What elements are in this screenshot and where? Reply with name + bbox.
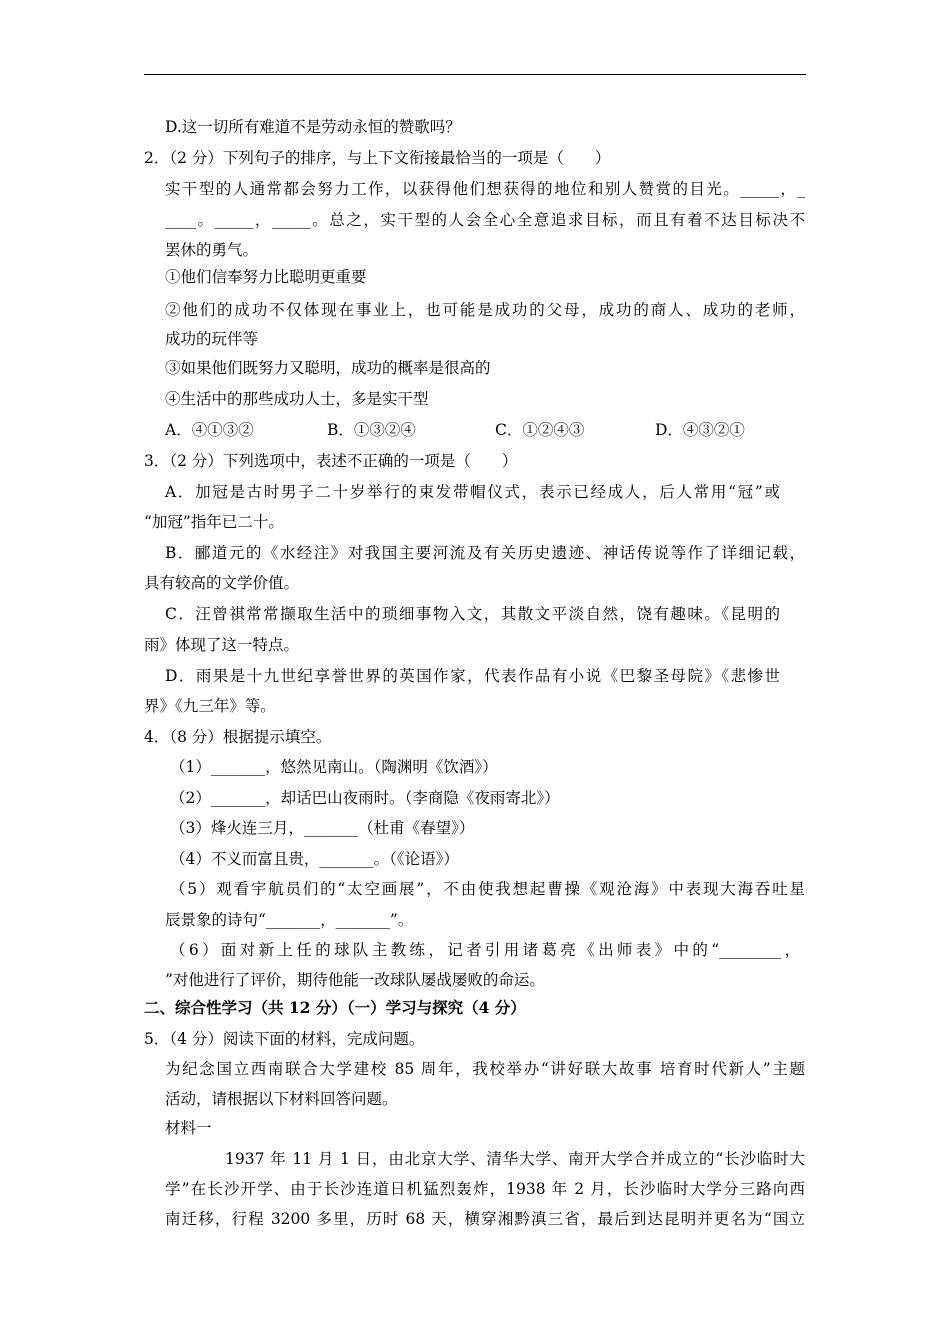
q2-sentence-4: ④生活中的那些成功人士，多是实干型 <box>165 390 429 408</box>
q4-item-6b: ”对他进行了评价，期待他能一改球队屡战屡败的命运。 <box>165 971 545 989</box>
q3-option-b-line-2: 具有较高的文学价值。 <box>144 574 300 592</box>
q2-option-d: D．④③②① <box>655 421 745 439</box>
q3-option-a-line-2: “加冠”指年已二十。 <box>144 513 284 531</box>
q2-option-c: C．①②④③ <box>495 421 585 439</box>
q2-options <box>165 420 805 442</box>
q3-option-d-line-2: 界》《九三年》等。 <box>144 697 276 715</box>
q4-stem: 4．（8 分）根据提示填空。 <box>144 728 332 746</box>
q4-item-3: （3）烽火连三月，_______（杜甫《春望》） <box>170 819 475 837</box>
q3-option-a-line-1: A．加冠是古时男子二十岁举行的束发带帽仪式，表示已经成人，后人常用“冠”或 <box>165 483 780 501</box>
q2-stem: 2．（2 分）下列句子的排序，与上下文衔接最恰当的一项是（ ） <box>144 149 611 167</box>
material-1-label: 材料一 <box>165 1119 212 1137</box>
q2-option-b: B．①③②④ <box>327 421 416 439</box>
q4-item-5b: 辰景象的诗句“_______，_______”。 <box>165 911 414 929</box>
q2-passage-line-2: ____。_____，_____。总之，实干型的人会全心全意追求目标，而且有着不达目标决不 <box>165 211 805 229</box>
q4-item-2: （2）_______，却话巴山夜雨时。（李商隐《夜雨寄北》） <box>170 789 560 807</box>
header-rule <box>144 74 806 75</box>
q4-item-4: （4）不义而富且贵，_______。（《论语》） <box>170 850 459 868</box>
q4-item-6a: （6）面对新上任的球队主教练，记者引用诸葛亮《出师表》中的“________， <box>170 941 800 959</box>
q5-intro-line-1: 为纪念国立西南联合大学建校 85 周年，我校举办“讲好联大故事 培育时代新人”主题 <box>165 1060 805 1078</box>
q2-sentence-2a: ②他们的成功不仅体现在事业上，也可能是成功的父母，成功的商人、成功的老师， <box>165 301 805 319</box>
q3-stem: 3．（2 分）下列选项中，表述不正确的一项是（ ） <box>144 452 518 470</box>
q2-sentence-3: ③如果他们既努力又聪明，成功的概率是很高的 <box>165 359 491 377</box>
q2-passage-line-1: 实干型的人通常都会努力工作，以获得他们想获得的地位和别人赞赏的目光。_____，_ <box>165 180 805 198</box>
q3-option-b-line-1: B．郦道元的《水经注》对我国主要河流及有关历史遗迹、神话传说等作了详细记载， <box>165 544 805 562</box>
q4-item-5a: （5）观看宇航员们的“太空画展”，不由使我想起曹操《观沧海》中表现大海吞吐星 <box>170 880 805 898</box>
q5-stem: 5．（4 分）阅读下面的材料，完成问题。 <box>144 1030 425 1048</box>
q2-option-a: A．④①③② <box>165 421 254 439</box>
q5-intro-line-2: 活动，请根据以下材料回答问题。 <box>165 1090 398 1108</box>
material-1-line-2: 学”在长沙开学、由于长沙连道日机猛烈轰炸，1938 年 2 月，长沙临时大学分三路向西 <box>165 1180 805 1198</box>
q3-option-c-line-2: 雨》体现了这一特点。 <box>144 636 300 654</box>
material-1-line-1: 1937 年 11 月 1 日，由北京大学、清华大学、南开大学合并成立的“长沙临时大 <box>225 1150 805 1168</box>
q3-option-c-line-1: C．汪曾祺常常撷取生活中的琐细事物入文，其散文平淡自然，饶有趣味。《昆明的 <box>165 605 780 623</box>
section-2-heading: 二、综合性学习（共 12 分）（一）学习与探究（4 分） <box>144 998 526 1017</box>
material-1-line-3: 南迁移，行程 3200 多里，历时 68 天，横穿湘黔滇三省，最后到达昆明并更名为“国立 <box>165 1210 805 1228</box>
q4-item-1: （1）_______，悠然见南山。（陶渊明《饮酒》） <box>170 758 498 776</box>
q2-sentence-2b: 成功的玩伴等 <box>165 330 259 348</box>
q1-option-d: D.这一切所有难道不是劳动永恒的赞歌吗？ <box>165 118 461 136</box>
q2-sentence-1: ①他们信奉努力比聪明更重要 <box>165 268 367 286</box>
q2-passage-line-3: 罢休的勇气。 <box>165 241 259 259</box>
q3-option-d-line-1: D．雨果是十九世纪享誉世界的英国作家，代表作品有小说《巴黎圣母院》《悲惨世 <box>165 667 780 685</box>
